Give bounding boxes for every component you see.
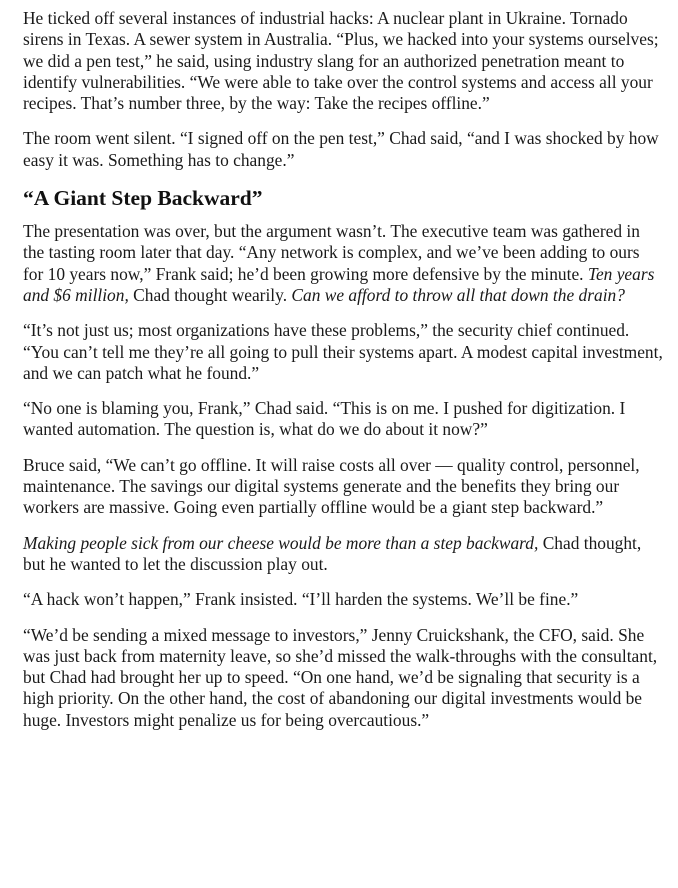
paragraph-mixed-message: “We’d be sending a mixed message to investors,” Jenny Cruickshank, the CFO, said. She was just back from maternity leave, so she’d missed the walk-throughs with the consultant, but Chad had brought her up to speed. “On one hand, we’d be signaling that security is a high priority. On the other hand, the cost of abandoning our digital investments would be huge. Investors might penalize us for being overcautious.” <box>23 624 658 730</box>
paragraph-no-one-blaming: “No one is blaming you, Frank,” Chad said. “This is on me. I pushed for digitization. I wanted automation. The question is, what do we do about it now?” <box>23 398 626 440</box>
paragraph-text: The presentation was over, but the argument wasn’t. The executive team was gathered in the tasting room later that day. “Any network is complex, and we’ve been adding to ours for 10 years now,” Frank said; he’d been growing more defensive by the minute. <box>23 221 640 284</box>
paragraph-hack-wont-happen: “A hack won’t happen,” Frank insisted. “I’ll harden the systems. We’ll be fine.” <box>23 589 579 610</box>
paragraph-industrial-hacks: He ticked off several instances of industrial hacks: A nuclear plant in Ukraine. Tornado sirens in Texas. A sewer system in Australia. “Plus, we hacked into your systems ourselves; we did a pen test,” he said, using industry slang for an authorized penetration meant to identify vulnerabilities. “We were able to take over the control systems and access all your recipes. That’s number three, by the way: Take the recipes offline.” <box>23 8 659 114</box>
paragraph-not-just-us: “It’s not just us; most organizations have these problems,” the security chief continued. “You can’t tell me they’re all going to pull their systems apart. A modest capital investment, and we can patch what he found.” <box>23 320 663 383</box>
article-body <box>23 8 663 745</box>
paragraph-room-silent: The room went silent. “I signed off on the pen test,” Chad said, “and I was shocked by how easy it was. Something has to change.” <box>23 128 659 170</box>
paragraph-text: Chad thought wearily. <box>128 284 292 305</box>
paragraph-bruce-offline: Bruce said, “We can’t go offline. It will raise costs all over — quality control, personnel, maintenance. The savings our digital systems generate and the benefits they bring our workers are massive. Going even partially offline would be a giant step backward.” <box>23 454 640 518</box>
italic-thought: Ten years and $6 million, <box>23 263 655 305</box>
italic-thought: Can we afford to throw all that down the drain? <box>291 284 625 305</box>
section-heading: “A Giant Step Backward” <box>23 186 263 211</box>
italic-thought: Making people sick from our cheese would be more than a step backward, <box>23 532 539 553</box>
paragraph-text: Chad thought, but he wanted to let the discussion play out. <box>23 532 642 574</box>
paragraph-people-sick <box>23 533 663 576</box>
paragraph-presentation-over <box>23 221 663 306</box>
